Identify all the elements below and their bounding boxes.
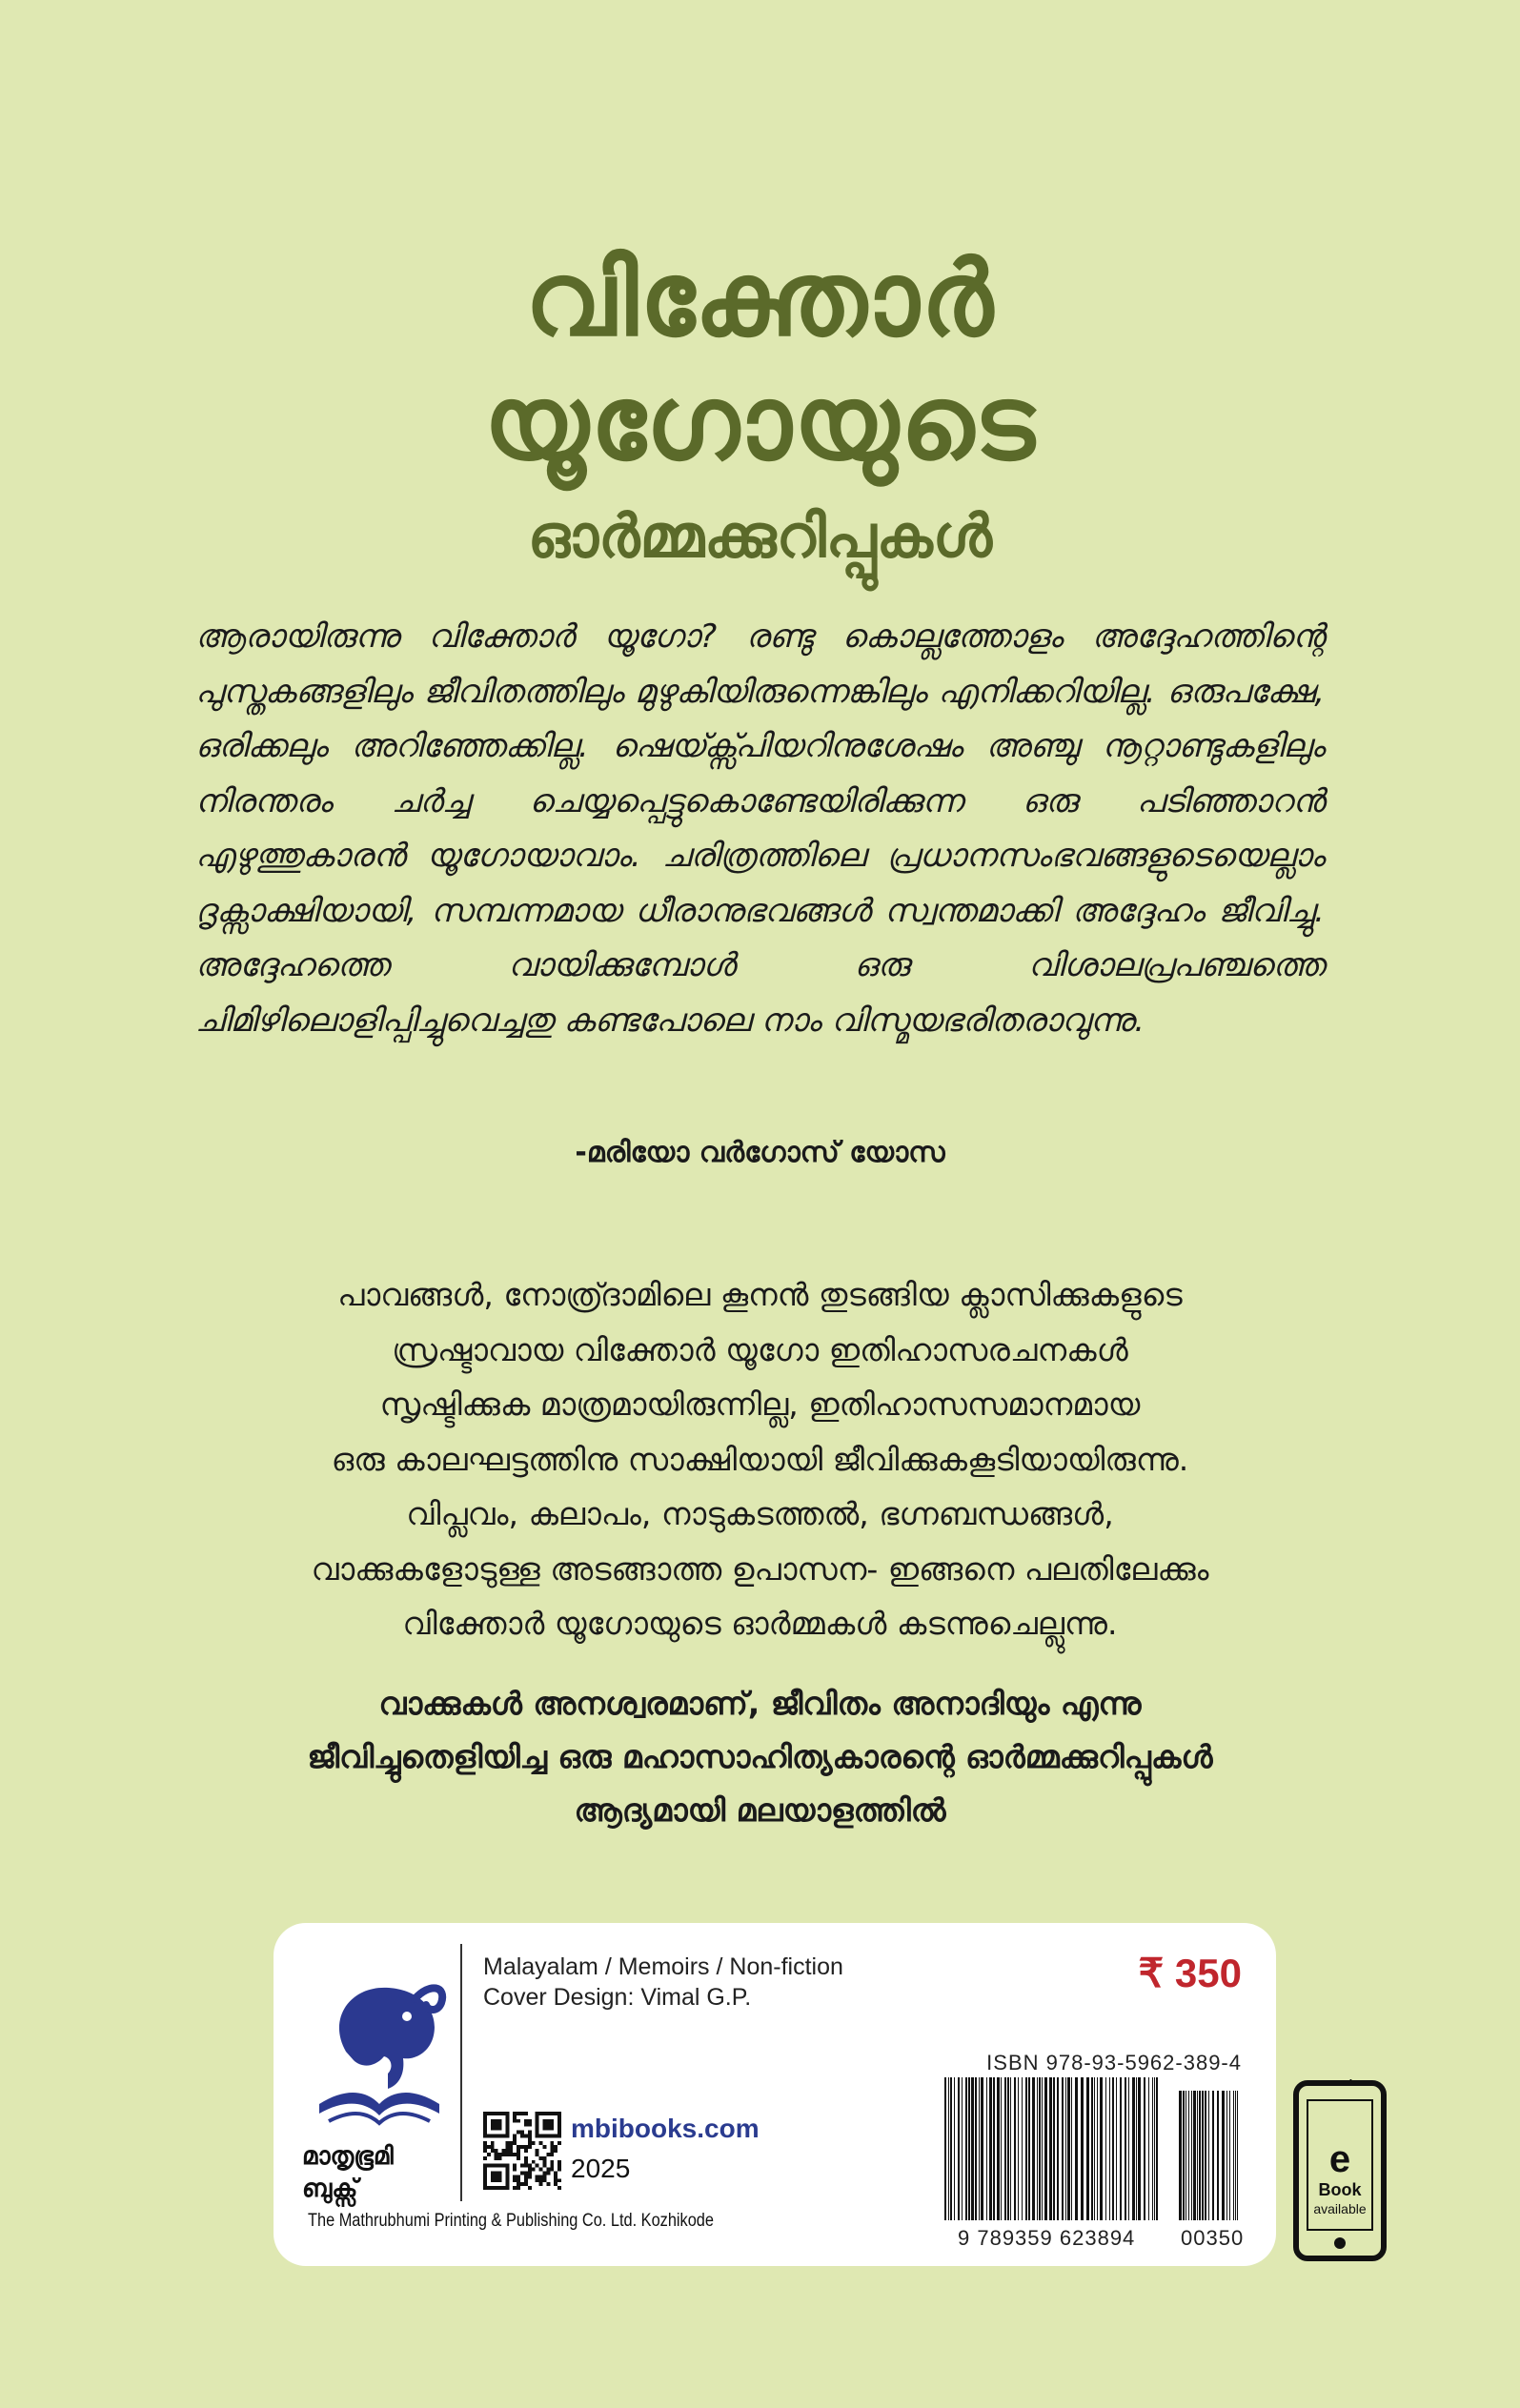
blurb-line: വിപ്ലവം, കലാപം, നാടുകടത്തൽ, ഭഗ്നബന്ധങ്ങൾ, (406, 1495, 1114, 1532)
ebook-e-letter: e (1328, 2138, 1351, 2180)
tagline-line: ജീവിച്ചുതെളിയിച്ച ഒരു മഹാസാഹിത്യകാരന്റെ ഓർമ്മക്കുറിപ്പുകൾ (307, 1738, 1213, 1775)
isbn: ISBN 978-93-5962-389-4 (986, 2051, 1242, 2074)
book-title (0, 238, 1520, 579)
publisher-name (302, 2140, 474, 2205)
tagline-line: ആദ്യമായി മലയാളത്തിൽ (574, 1791, 946, 1829)
blurb-line: സ്രഷ്ടാവായ വിക്തോർ യൂഗോ ഇതിഹാസരചനകൾ (392, 1330, 1128, 1368)
title-subtitle: ഓർമ്മക്കുറിപ്പുകൾ (527, 501, 993, 571)
ebook-book-label: Book (1318, 2180, 1362, 2199)
title-line-1: വിക്തോർ (525, 240, 995, 359)
blurb-line: വാക്കുകളോടുള്ള അടങ്ങാത്ത ഉപാസന- ഇങ്ങനെ പലതിലേക്കും (311, 1549, 1209, 1588)
quote-author: -മരിയോ വർഗോസ് യോസ (575, 1136, 945, 1169)
blurb-line: ഒരു കാലഘട്ടത്തിനു സാക്ഷിയായി ജീവിക്കുകകൂടിയായിരുന്നു. (331, 1440, 1189, 1478)
blurb (191, 1267, 1329, 1651)
publisher-name-line-1: മാതൃഭൂമി (302, 2142, 394, 2171)
vertical-divider (460, 1944, 462, 2201)
title-line-2: യൂഗോയുടെ (483, 364, 1037, 483)
tagline-line: വാക്കുകൾ അനശ്വരമാണ്, ജീവിതം അനാദിയും എന്നു (378, 1685, 1142, 1722)
ebook-available-badge (1292, 2079, 1388, 2262)
genre-info (483, 1952, 843, 2013)
publisher-info-box (274, 1923, 1276, 2266)
website-link[interactable]: mbibooks.com (571, 2114, 760, 2143)
genre-label: Malayalam / Memoirs / Non-fiction (483, 1953, 843, 1980)
blurb-line: വിക്തോർ യൂഗോയുടെ ഓർമ്മകൾ കടന്നുചെല്ലുന്നു. (402, 1605, 1118, 1642)
barcode-addon-number: 00350 (1181, 2226, 1245, 2250)
qr-code-icon (483, 2112, 561, 2190)
blurb-line: സൃഷ്ടിക്കുക മാത്രമായിരുന്നില്ല, ഇതിഹാസസമാനമായ (379, 1386, 1141, 1423)
printer-name: The Mathrubhumi Printing & Publishing Co. Ltd. Kozhikode (308, 2211, 714, 2231)
tagline (191, 1677, 1329, 1837)
publisher-name-line-2: ബുക്സ് (302, 2175, 358, 2203)
quote-text: ആരായിരുന്നു വിക്തോർ യൂഗോ? രണ്ടു കൊല്ലത്തോളം അദ്ദേഹത്തിന്റെ പുസ്തകങ്ങളിലും ജീവിതത്തിലും മുഴുകിയിരുന്നെങ്കിലും എനിക്കറിയില്ല. ഒരുപക്ഷേ, ഒരിക്കലും അറിഞ്ഞേക്കില്ല. ഷെയ്ക്സ്പിയറിനുശേഷം അഞ്ചു നൂറ്റാണ്ടുകളിലും നിരന്തരം ചർച്ച ചെയ്യപ്പെട്ടുകൊണ്ടേയിരിക്കുന്ന ഒരു പടിഞ്ഞാറൻ എഴുത്തുകാരൻ യൂഗോയാവാം. ചരിത്രത്തിലെ പ്രധാനസംഭവങ്ങളുടെയെല്ലാം ദൃക്സാക്ഷിയായി, സമ്പന്നമായ ധീരാനുഭവങ്ങൾ സ്വന്തമാക്കി അദ്ദേഹം ജീവിച്ചു. അദ്ദേഹത്തെ വായിക്കുമ്പോൾ ഒരു വിശാലപ്രപഞ്ചത്തെ ചിമിഴിലൊളിപ്പിച്ചുവെച്ചതു കണ്ടപോലെ നാം വിസ്മയഭരിതരാവുന്നു. (195, 617, 1325, 1040)
barcode-number: 9 789359 623894 (958, 2226, 1136, 2250)
elephant-logo-icon (308, 1961, 451, 2133)
price: ₹ 350 (1138, 1951, 1242, 1995)
blurb-line: പാവങ്ങൾ, നോത്ര്ദാമിലെ കൂനൻ തുടങ്ങിയ ക്ലാസിക്കുകളുടെ (337, 1276, 1183, 1313)
ebook-available-label: available (1313, 2201, 1367, 2216)
barcode-icon (939, 2077, 1244, 2220)
cover-design-credit: Cover Design: Vimal G.P. (483, 1984, 752, 2011)
publication-year: 2025 (571, 2154, 631, 2183)
